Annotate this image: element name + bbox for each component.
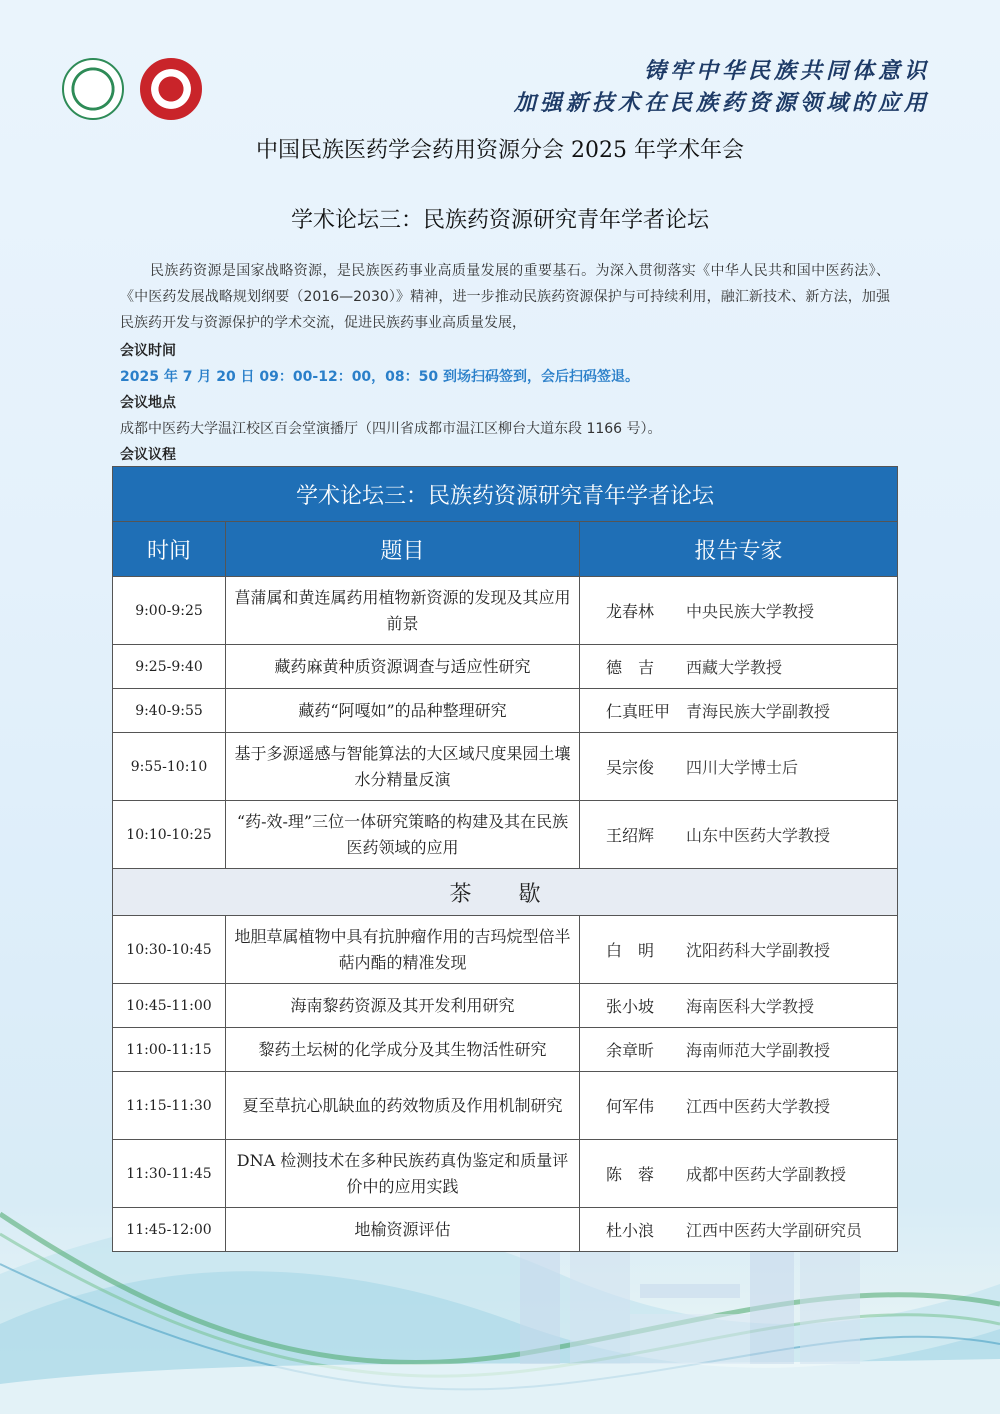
agenda-rows-late xyxy=(113,916,898,1252)
speaker-name: 余章昕 xyxy=(606,1041,655,1060)
table-row xyxy=(113,916,898,984)
page-title: 中国民族医药学会药用资源分会 2025 年学术年会 xyxy=(256,138,744,163)
row-speaker xyxy=(580,645,898,689)
logo-group xyxy=(62,58,202,120)
speaker-name: 王绍辉 xyxy=(606,826,655,845)
row-topic: “药-效-理”三位一体研究策略的构建及其在民族医药领域的应用 xyxy=(226,801,580,869)
speaker-name: 张小坡 xyxy=(606,997,655,1016)
row-speaker xyxy=(580,801,898,869)
tea-break-label: 茶 歇 xyxy=(113,869,898,916)
table-row xyxy=(113,577,898,645)
speaker-affiliation: 山东中医药大学教授 xyxy=(686,826,831,845)
row-time: 11:00-11:15 xyxy=(113,1028,226,1072)
speaker-affiliation: 中央民族大学教授 xyxy=(686,602,815,621)
meeting-time-label: 会议时间 xyxy=(120,343,176,359)
row-speaker xyxy=(580,1140,898,1208)
row-speaker xyxy=(580,916,898,984)
row-time: 10:45-11:00 xyxy=(113,984,226,1028)
page-subtitle: 学术论坛三：民族药资源研究青年学者论坛 xyxy=(290,208,709,233)
row-time: 9:40-9:55 xyxy=(113,689,226,733)
intro-paragraph: 民族药资源是国家战略资源，是民族医药事业高质量发展的重要基石。为深入贯彻落实《中华人民共和国中医药法》、《中医药发展战略规划纲要（2016—2030）》精神，进一步推动民族药资源保护与可持续利用，融汇新技术、新方法，加强民族药开发与资源保护的学术交流，促进民族药事业高质量发展， xyxy=(120,263,890,331)
speaker-name: 陈 蓉 xyxy=(606,1165,655,1184)
speaker-name: 白 明 xyxy=(606,941,655,960)
speaker-name: 吴宗俊 xyxy=(606,758,655,777)
row-time: 9:55-10:10 xyxy=(113,733,226,801)
column-header-topic: 题目 xyxy=(226,522,580,577)
row-time: 11:45-12:00 xyxy=(113,1208,226,1252)
table-row xyxy=(113,689,898,733)
row-time: 9:00-9:25 xyxy=(113,577,226,645)
row-topic: 基于多源遥感与智能算法的大区域尺度果园土壤水分精量反演 xyxy=(226,733,580,801)
slogan-line-2: 加强新技术在民族药资源领域的应用 xyxy=(513,91,930,116)
row-time: 10:10-10:25 xyxy=(113,801,226,869)
row-time: 10:30-10:45 xyxy=(113,916,226,984)
speaker-affiliation: 青海民族大学副教授 xyxy=(686,702,831,721)
row-time: 11:15-11:30 xyxy=(113,1072,226,1140)
row-topic: 黎药土坛树的化学成分及其生物活性研究 xyxy=(226,1028,580,1072)
row-time: 11:30-11:45 xyxy=(113,1140,226,1208)
speaker-affiliation: 海南师范大学副教授 xyxy=(686,1041,831,1060)
speaker-name: 仁真旺甲 xyxy=(606,702,671,721)
row-time: 9:25-9:40 xyxy=(113,645,226,689)
row-topic: 地胆草属植物中具有抗肿瘤作用的吉玛烷型倍半萜内酯的精准发现 xyxy=(226,916,580,984)
speaker-affiliation: 海南医科大学教授 xyxy=(686,997,815,1016)
row-speaker xyxy=(580,984,898,1028)
table-row xyxy=(113,1208,898,1252)
column-header-speaker: 报告专家 xyxy=(580,522,898,577)
row-speaker xyxy=(580,1072,898,1140)
speaker-affiliation: 四川大学博士后 xyxy=(686,758,799,777)
speaker-name: 杜小浪 xyxy=(606,1221,655,1240)
table-row xyxy=(113,984,898,1028)
meeting-place-label: 会议地点 xyxy=(120,395,176,411)
table-row xyxy=(113,733,898,801)
agenda-table xyxy=(112,466,898,1252)
speaker-name: 龙春林 xyxy=(606,602,655,621)
university-logo xyxy=(140,58,202,120)
association-logo xyxy=(62,58,124,120)
slogan-line-1: 铸牢中华民族共同体意识 xyxy=(643,59,930,84)
table-row xyxy=(113,1140,898,1208)
speaker-affiliation: 沈阳药科大学副教授 xyxy=(686,941,831,960)
speaker-affiliation: 江西中医药大学教授 xyxy=(686,1097,831,1116)
row-topic: 藏药麻黄种质资源调查与适应性研究 xyxy=(226,645,580,689)
meeting-place: 成都中医药大学温江校区百会堂演播厅（四川省成都市温江区柳台大道东段 1166 号）。 xyxy=(120,421,662,437)
row-speaker xyxy=(580,1208,898,1252)
row-speaker xyxy=(580,1028,898,1072)
speaker-affiliation: 成都中医药大学副教授 xyxy=(686,1165,847,1184)
row-topic: 菖蒲属和黄连属药用植物新资源的发现及其应用前景 xyxy=(226,577,580,645)
table-row xyxy=(113,1072,898,1140)
row-speaker xyxy=(580,733,898,801)
column-header-time: 时间 xyxy=(113,522,226,577)
tea-break-row xyxy=(113,869,898,916)
meeting-agenda-label: 会议议程 xyxy=(120,447,176,463)
agenda-table-title: 学术论坛三：民族药资源研究青年学者论坛 xyxy=(113,467,898,522)
table-row xyxy=(113,801,898,869)
row-speaker xyxy=(580,689,898,733)
speaker-name: 何军伟 xyxy=(606,1097,655,1116)
row-topic: 海南黎药资源及其开发利用研究 xyxy=(226,984,580,1028)
row-speaker xyxy=(580,577,898,645)
row-topic: 地榆资源评估 xyxy=(226,1208,580,1252)
table-row xyxy=(113,1028,898,1072)
speaker-name: 德 吉 xyxy=(606,658,655,677)
row-topic: DNA 检测技术在多种民族药真伪鉴定和质量评价中的应用实践 xyxy=(226,1140,580,1208)
speaker-affiliation: 江西中医药大学副研究员 xyxy=(686,1221,863,1240)
speaker-affiliation: 西藏大学教授 xyxy=(686,658,783,677)
table-row xyxy=(113,645,898,689)
row-topic: 夏至草抗心肌缺血的药效物质及作用机制研究 xyxy=(226,1072,580,1140)
row-topic: 藏药“阿嘎如”的品种整理研究 xyxy=(226,689,580,733)
meeting-time: 2025 年 7 月 20 日 09：00-12：00，08：50 到场扫码签到，会后扫码签退。 xyxy=(120,369,640,385)
slogan xyxy=(514,56,930,120)
agenda-rows-morning xyxy=(113,577,898,869)
